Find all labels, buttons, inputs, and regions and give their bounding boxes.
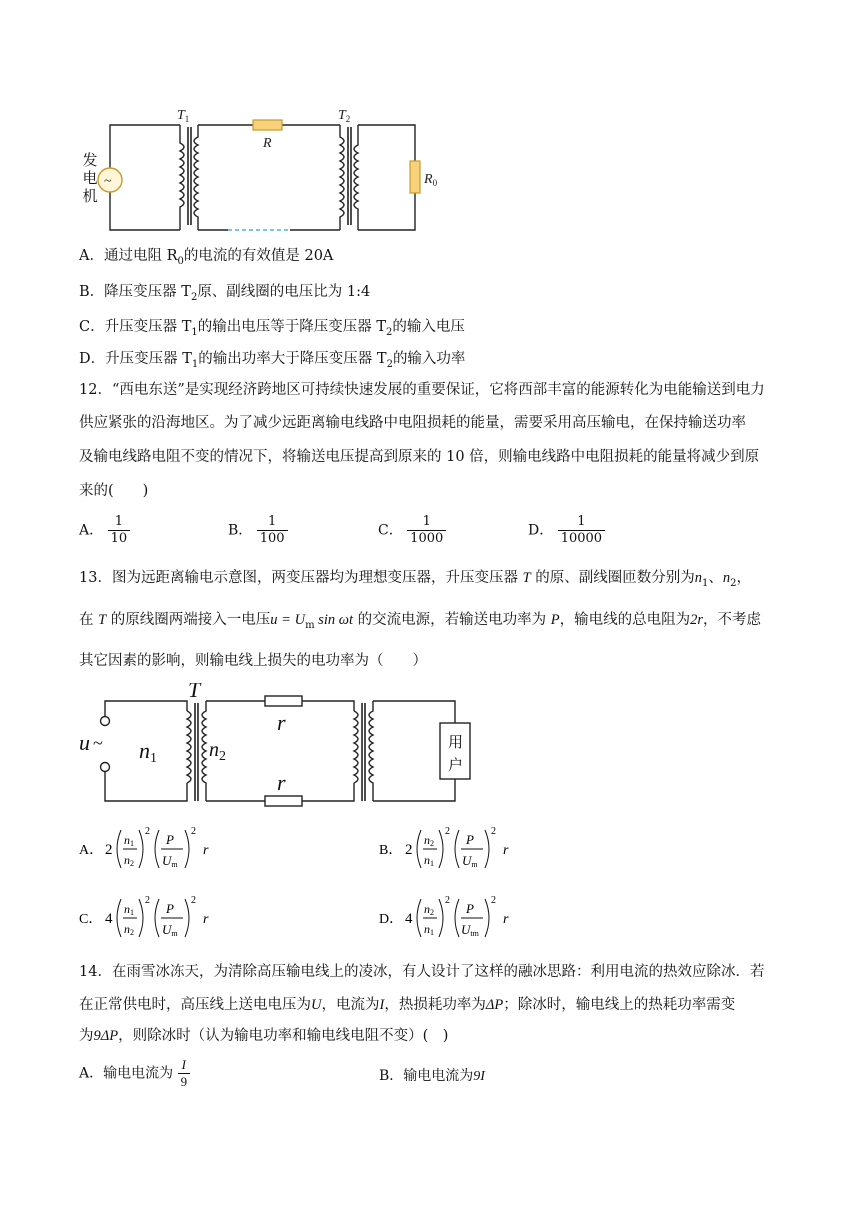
label-user: 户 xyxy=(448,756,464,774)
svg-text:2: 2 xyxy=(491,826,496,837)
label-u: u xyxy=(79,730,90,755)
q11-option-b: B．降压变压器 $T_2$原、副线圈的电压比为 1:4 xyxy=(79,284,371,303)
q12-option-b: B． $\frac{1}{100}$ xyxy=(228,514,288,547)
q12-option-a: A． $\frac{1}{10}$ xyxy=(79,514,130,547)
svg-text:4: 4 xyxy=(405,911,413,927)
label-n1: n1 xyxy=(139,738,157,766)
svg-text:D．: D． xyxy=(379,912,404,927)
label-t1: $T_1$ xyxy=(177,108,190,124)
svg-text:2: 2 xyxy=(445,895,450,906)
q12-option-c: C． $\frac{1}{1000}$ xyxy=(378,514,446,547)
svg-text:2: 2 xyxy=(105,842,113,858)
formula-c xyxy=(79,893,239,943)
circuit-diagram-1 xyxy=(70,105,450,240)
q12-line: 12．“西电东送”是实现经济跨地区可持续快速发展的重要保证，它将西部丰富的能源转化为电能输送到电力 xyxy=(79,382,765,398)
label-r: R xyxy=(263,136,272,151)
q11-option-a: A．通过电阻 $R_0$的电流的有效值是 20A xyxy=(79,248,334,267)
generator-char: 机 xyxy=(82,187,98,205)
svg-text:2: 2 xyxy=(445,826,450,837)
formula-a xyxy=(79,824,239,874)
label-r-top: r xyxy=(277,710,286,735)
label-n2: $n_2$ xyxy=(209,739,226,764)
svg-text:n2: n2 xyxy=(124,922,134,937)
label-r-bottom: r xyxy=(277,770,286,795)
svg-text:2: 2 xyxy=(191,895,196,906)
label-t: T xyxy=(188,683,201,702)
q13-option-c xyxy=(79,893,239,947)
svg-text:C．: C． xyxy=(79,912,103,927)
q14-option-b: B．输电电流为9I xyxy=(379,1068,485,1084)
q13-option-b xyxy=(379,824,539,878)
svg-text:P: P xyxy=(166,832,174,847)
svg-text:P: P xyxy=(466,832,474,847)
svg-text:2: 2 xyxy=(145,895,150,906)
svg-text:n2: n2 xyxy=(424,833,434,848)
svg-text:r: r xyxy=(203,912,209,927)
q12-line: 及输电线路电阻不变的情况下，将输送电压提高到原来的 10 倍，则输电线路中电阻损耗的能量将减少到原 xyxy=(79,449,760,465)
generator-char: 电 xyxy=(82,169,98,187)
svg-text:r: r xyxy=(203,843,209,858)
generator-label xyxy=(81,151,99,205)
q11-option-d: D．升压变压器 $T_1$的输出功率大于降压变压器 $T_2$的输入功率 xyxy=(79,351,466,370)
formula-b xyxy=(379,824,539,874)
svg-text:Utm: Utm xyxy=(461,922,479,938)
q14-line: 14．在雨雪冰冻天，为清除高压输电线上的凌冰，有人设计了这样的融冰思路：利用电流的热效应除冰．若 xyxy=(79,964,765,980)
svg-text:n1: n1 xyxy=(124,833,134,848)
q12-option-d: D． $\frac{1}{10000}$ xyxy=(528,514,605,547)
svg-text:n2: n2 xyxy=(124,853,134,868)
generator-char: 发 xyxy=(82,151,98,169)
svg-text:Um: Um xyxy=(162,922,178,938)
svg-text:r: r xyxy=(503,912,509,927)
svg-text:n1: n1 xyxy=(424,922,434,937)
svg-text:n2: n2 xyxy=(424,902,434,917)
resistor-r xyxy=(253,120,282,130)
svg-text:2: 2 xyxy=(405,842,413,858)
label-r0: $R_0$ xyxy=(424,172,438,188)
svg-text:B．: B． xyxy=(379,843,403,858)
ac-symbol: ~ xyxy=(104,174,112,189)
svg-text:r: r xyxy=(503,843,509,858)
q13-line: 13．图为远距离输电示意图，两变压器均为理想变压器，升压变压器 T 的原、副线圈匝数分别为$n_1$、$n_2$， xyxy=(79,570,751,589)
q14-line: 在正常供电时，高压线上送电电压为U，电流为I，热损耗功率为ΔP；除冰时，输电线上的热耗功率需变 xyxy=(79,997,736,1013)
svg-text:2: 2 xyxy=(491,895,496,906)
svg-text:P: P xyxy=(166,901,174,916)
label-t2: $T_2$ xyxy=(338,108,351,124)
q12-line: 供应紧张的沿海地区。为了减少远距离输电线路中电阻损耗的能量，需要采用高压输电，在保持输送功率 xyxy=(79,415,746,431)
svg-text:4: 4 xyxy=(105,911,113,927)
svg-text:Um: Um xyxy=(462,853,478,869)
circuit-diagram-2 xyxy=(75,683,485,808)
svg-text:2: 2 xyxy=(191,826,196,837)
q12-line: 来的( ) xyxy=(79,483,149,499)
svg-text:2: 2 xyxy=(145,826,150,837)
q11-option-c: C．升压变压器 $T_1$的输出电压等于降压变压器 $T_2$的输入电压 xyxy=(79,319,465,338)
q14-line: 为9ΔP，则除冰时（认为输电功率和输电线电阻不变）( ) xyxy=(79,1028,449,1044)
q13-option-a xyxy=(79,824,239,878)
svg-text:n1: n1 xyxy=(424,853,434,868)
label-user: 用 xyxy=(448,733,464,751)
svg-text:n1: n1 xyxy=(124,902,134,917)
q13-line: 在 T 的原线圈两端接入一电压$u = U_m$ sin ωt 的交流电源，若输送电功率为 P，输电线的总电阻为2r，不考虑 xyxy=(79,612,761,631)
q13-option-d xyxy=(379,893,539,947)
resistor-r0 xyxy=(410,161,420,193)
formula-d xyxy=(379,893,539,943)
q13-line: 其它因素的影响，则输电线上损失的电功率为（ ） xyxy=(79,653,427,669)
svg-text:A．: A． xyxy=(79,843,104,858)
svg-text:P: P xyxy=(466,901,474,916)
ac-symbol: ~ xyxy=(93,733,103,753)
q14-option-a: A．输电电流为 $\frac{I}{9}$ xyxy=(79,1057,190,1090)
svg-text:Um: Um xyxy=(162,853,178,869)
